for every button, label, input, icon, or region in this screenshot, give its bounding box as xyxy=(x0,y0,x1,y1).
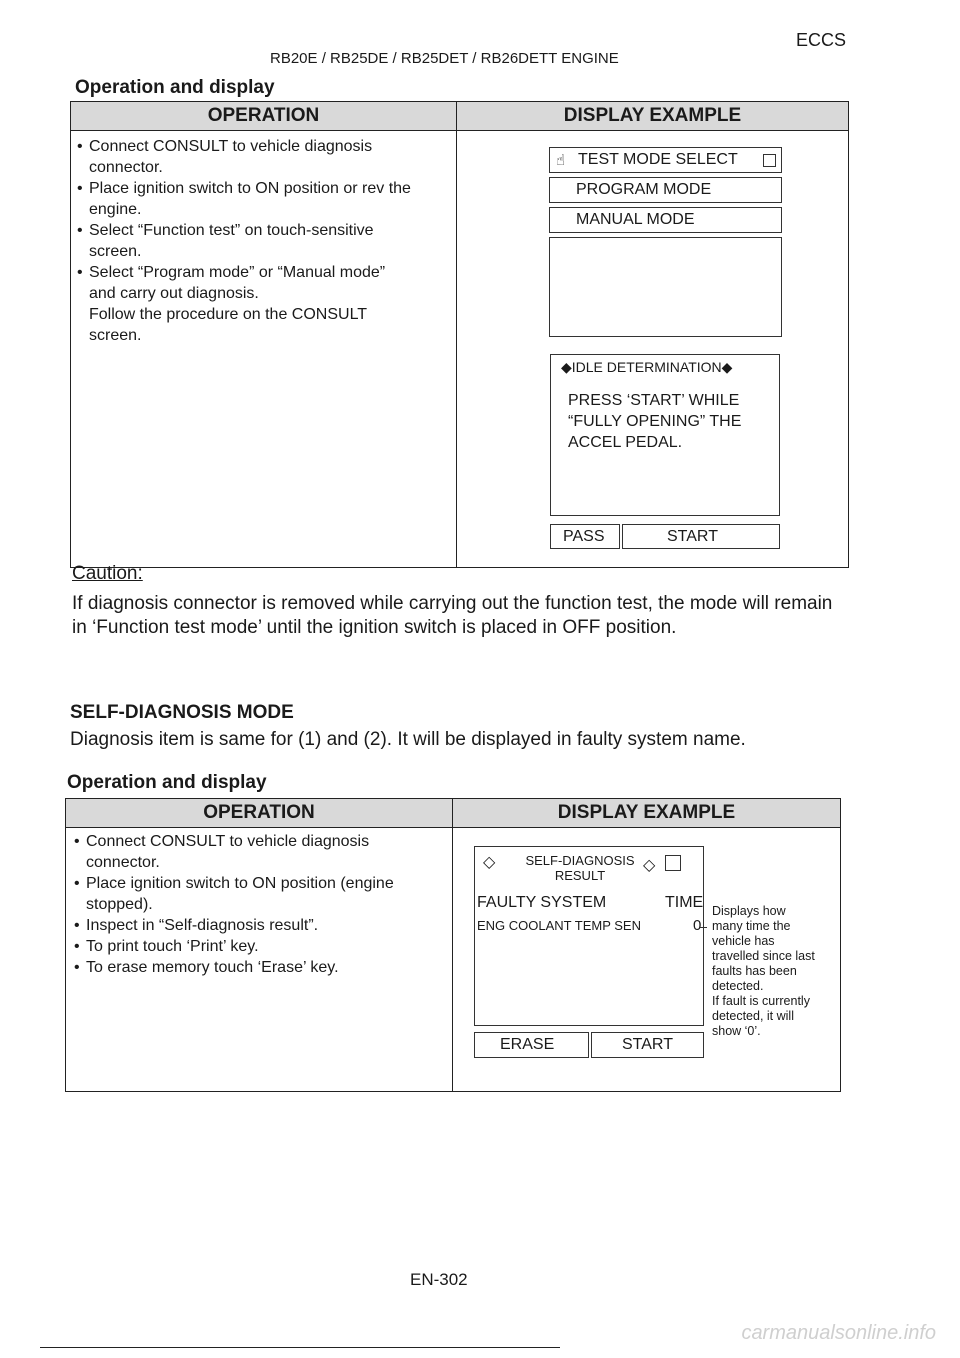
note-line: many time the xyxy=(712,919,791,933)
square-icon xyxy=(763,154,776,167)
column-header-operation: OPERATION xyxy=(66,799,452,828)
self-diagnosis-heading: SELF-DIAGNOSIS MODE xyxy=(70,702,294,723)
caution-label: Caution: xyxy=(72,563,143,584)
column-header-operation: OPERATION xyxy=(71,102,456,131)
step-text: • To print touch ‘Print’ key. xyxy=(70,936,448,957)
screen-title-line: RESULT xyxy=(554,868,606,883)
idle-instruction xyxy=(568,390,741,453)
note-line: travelled since last xyxy=(712,949,815,963)
step-text: and carry out diagnosis. xyxy=(89,285,259,302)
caution-text xyxy=(72,592,832,640)
engine-heading: RB20E / RB25DE / RB25DET / RB26DETT ENGINE xyxy=(270,50,619,67)
start-button[interactable]: START xyxy=(622,524,780,549)
start-button[interactable]: START xyxy=(591,1032,704,1058)
manual-mode-button[interactable]: MANUAL MODE xyxy=(549,207,782,233)
column-header-display: DISPLAY EXAMPLE xyxy=(457,102,848,131)
page-number: EN-302 xyxy=(410,1270,468,1289)
bottom-divider xyxy=(40,1347,560,1348)
screen-title-line: SELF-DIAGNOSIS xyxy=(525,853,635,868)
note-line: vehicle has xyxy=(712,934,775,948)
note-line: show ‘0’. xyxy=(712,1024,761,1038)
test-mode-select-bar[interactable] xyxy=(549,147,782,173)
idle-determination-screen xyxy=(550,354,780,516)
step-text: • Select “Function test” on touch-sensitive xyxy=(73,220,453,241)
step-text: • Select “Program mode” or “Manual mode” xyxy=(73,262,453,283)
step-text: • Connect CONSULT to vehicle diagnosis xyxy=(70,831,448,852)
column-divider xyxy=(456,102,457,567)
operation-steps xyxy=(70,831,448,978)
empty-screen-area xyxy=(549,237,782,337)
step-text: • Place ignition switch to ON position or rev the xyxy=(73,178,453,199)
note-line: detected, it will xyxy=(712,1009,794,1023)
note-line: faults has been xyxy=(712,964,797,978)
note-line: If fault is currently xyxy=(712,994,810,1008)
square-icon xyxy=(665,855,681,871)
diamond-icon: ◇ xyxy=(483,854,496,871)
step-text: • To erase memory touch ‘Erase’ key. xyxy=(70,957,448,978)
note-line: Displays how xyxy=(712,904,786,918)
caution-line: in ‘Function test mode’ until the ignition switch is placed in OFF position. xyxy=(72,617,677,638)
operation-steps xyxy=(73,136,453,346)
section-code: ECCS xyxy=(796,30,847,50)
pass-button[interactable]: PASS xyxy=(550,524,620,549)
fault-time-value: 0 xyxy=(693,917,702,934)
self-diagnosis-screen xyxy=(474,846,704,1026)
test-mode-select-label: TEST MODE SELECT xyxy=(578,151,738,168)
step-text: stopped). xyxy=(86,896,153,913)
step-text: • Inspect in “Self-diagnosis result”. xyxy=(70,915,448,936)
callout-line xyxy=(700,927,707,928)
step-text: connector. xyxy=(89,159,163,176)
self-diagnosis-table xyxy=(65,798,841,1092)
screen-title xyxy=(525,853,635,883)
column-time: TIME xyxy=(665,894,704,911)
diamond-icon: ◇ xyxy=(643,857,656,874)
program-mode-button[interactable]: PROGRAM MODE xyxy=(549,177,782,203)
step-text: engine. xyxy=(89,201,142,218)
function-test-table xyxy=(70,101,849,568)
column-header-display: DISPLAY EXAMPLE xyxy=(453,799,840,828)
note-line: detected. xyxy=(712,979,764,993)
section-title-operation: Operation and display xyxy=(75,77,275,98)
column-divider xyxy=(452,799,453,1091)
step-text: • Place ignition switch to ON position (engine xyxy=(70,873,448,894)
step-text: screen. xyxy=(89,243,142,260)
step-text: connector. xyxy=(86,854,160,871)
hand-icon: ☝ xyxy=(556,152,566,169)
step-text: Follow the procedure on the CONSULT xyxy=(89,306,368,323)
idle-determination-title: ◆IDLE DETERMINATION◆ xyxy=(561,359,733,375)
instruction-line: PRESS ‘START’ WHILE xyxy=(568,392,740,409)
column-faulty-system: FAULTY SYSTEM xyxy=(477,894,607,911)
instruction-line: ACCEL PEDAL. xyxy=(568,434,683,451)
step-text: screen. xyxy=(89,327,142,344)
time-explanation-note xyxy=(712,904,836,1039)
fault-system-name: ENG COOLANT TEMP SEN xyxy=(477,918,641,933)
self-diagnosis-intro: Diagnosis item is same for (1) and (2). It will be displayed in faulty system name. xyxy=(70,729,746,750)
step-text: • Connect CONSULT to vehicle diagnosis xyxy=(73,136,453,157)
watermark: carmanualsonline.info xyxy=(741,1322,936,1344)
section-title-operation: Operation and display xyxy=(67,772,267,793)
instruction-line: “FULLY OPENING” THE xyxy=(568,413,742,430)
caution-line: If diagnosis connector is removed while carrying out the function test, the mode will remain xyxy=(72,593,833,614)
erase-button[interactable]: ERASE xyxy=(474,1032,589,1058)
